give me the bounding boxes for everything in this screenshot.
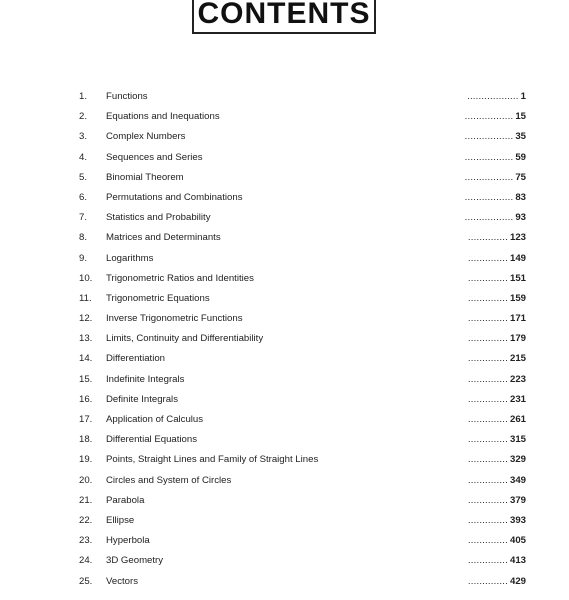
toc-entry bbox=[0, 170, 569, 190]
toc-entry-title: 3D Geometry bbox=[106, 555, 164, 567]
toc-entry-title: Binomial Theorem bbox=[106, 171, 184, 183]
toc-entry-number: 14. bbox=[79, 353, 93, 365]
toc-leader-dots: ................. bbox=[464, 171, 514, 183]
toc-entry-page-number: 83 bbox=[515, 191, 526, 203]
toc-leader-dots: ................. bbox=[464, 191, 514, 203]
toc-entry bbox=[0, 351, 569, 371]
toc-entry-number: 21. bbox=[79, 494, 93, 506]
toc-entry-page-number: 215 bbox=[509, 353, 526, 365]
toc-entry-number: 22. bbox=[79, 514, 93, 526]
toc-entry-page-number: 179 bbox=[509, 333, 526, 345]
toc-entry-number: 6. bbox=[79, 191, 88, 203]
toc-entry-title: Limits, Continuity and Differentiability bbox=[106, 333, 264, 345]
toc-entry-title: Circles and System of Circles bbox=[106, 474, 232, 486]
toc-entry-page-ref bbox=[465, 170, 526, 186]
toc-entry-page-number: 59 bbox=[515, 151, 526, 163]
toc-entry-page-ref bbox=[468, 311, 526, 327]
toc-entry bbox=[0, 311, 569, 331]
toc-entry bbox=[0, 493, 569, 513]
toc-entry-title: Differential Equations bbox=[106, 434, 198, 446]
toc-entry bbox=[0, 473, 569, 493]
toc-entry-number: 7. bbox=[79, 212, 88, 224]
toc-entry-title: Logarithms bbox=[106, 252, 154, 264]
toc-leader-dots: ................. bbox=[464, 131, 514, 143]
toc-entry-title: Differentiation bbox=[106, 353, 166, 365]
toc-entry-number: 15. bbox=[79, 373, 93, 385]
toc-entry-number: 13. bbox=[79, 333, 93, 345]
toc-entry-title: Statistics and Probability bbox=[106, 212, 211, 224]
toc-entry-page-ref bbox=[465, 210, 526, 226]
toc-entry-page-ref bbox=[465, 190, 526, 206]
toc-leader-dots: .............. bbox=[467, 353, 508, 365]
toc-entry bbox=[0, 109, 569, 129]
toc-entry-page-number: 159 bbox=[509, 292, 526, 304]
toc-entry-page-number: 35 bbox=[515, 131, 526, 143]
toc-entry bbox=[0, 291, 569, 311]
toc-leader-dots: .............. bbox=[467, 313, 508, 325]
toc-entry-page-number: 223 bbox=[509, 373, 526, 385]
toc-entry-page-number: 413 bbox=[509, 555, 526, 567]
toc-entry bbox=[0, 251, 569, 271]
toc-entry-page-ref bbox=[468, 452, 526, 468]
toc-entry-number: 23. bbox=[79, 535, 93, 547]
toc-entry-page-ref bbox=[468, 331, 526, 347]
toc-entry-page-ref bbox=[468, 392, 526, 408]
toc-entry-page-number: 171 bbox=[509, 313, 526, 325]
toc-leader-dots: ................. bbox=[464, 151, 514, 163]
toc-leader-dots: .............. bbox=[467, 393, 508, 405]
toc-entry-page-ref bbox=[468, 412, 526, 428]
toc-entry-number: 10. bbox=[79, 272, 93, 284]
toc-entry-page-number: 393 bbox=[509, 514, 526, 526]
toc-entry-page-number: 231 bbox=[509, 393, 526, 405]
toc-entry-page-ref bbox=[468, 432, 526, 448]
toc-entry-page-number: 261 bbox=[509, 414, 526, 425]
toc-entry-page-ref bbox=[465, 150, 526, 166]
toc-entry-page-ref bbox=[468, 553, 526, 569]
toc-entry-number: 16. bbox=[79, 393, 93, 405]
toc-entry-page-number: 429 bbox=[509, 575, 526, 587]
toc-leader-dots: .............. bbox=[467, 474, 508, 486]
toc-entry-page-ref bbox=[467, 89, 526, 105]
toc-entry-number: 4. bbox=[79, 151, 88, 163]
toc-entry bbox=[0, 533, 569, 553]
toc-entry-title: Application of Calculus bbox=[106, 414, 204, 425]
toc-leader-dots: .............. bbox=[467, 414, 508, 425]
toc-entry-number: 8. bbox=[79, 232, 88, 244]
toc-entry-title: Points, Straight Lines and Family of Straight Lines bbox=[106, 454, 319, 466]
toc-leader-dots: .................. bbox=[467, 91, 519, 102]
toc-leader-dots: .............. bbox=[467, 514, 508, 526]
toc-entry-page-number: 123 bbox=[509, 232, 526, 244]
toc-entry bbox=[0, 271, 569, 291]
toc-entry-page-ref bbox=[468, 473, 526, 489]
toc-entry-title: Sequences and Series bbox=[106, 151, 203, 163]
toc-entry bbox=[0, 513, 569, 533]
toc-entry-page-ref bbox=[468, 271, 526, 287]
toc-leader-dots: .............. bbox=[467, 454, 508, 466]
toc-leader-dots: .............. bbox=[467, 333, 508, 345]
toc-entry-page-ref bbox=[468, 230, 526, 246]
toc-leader-dots: ................. bbox=[464, 212, 514, 224]
toc-leader-dots: .............. bbox=[467, 555, 508, 567]
toc-entry-title: Definite Integrals bbox=[106, 393, 178, 405]
toc-entry-number: 9. bbox=[79, 252, 88, 264]
toc-leader-dots: ................. bbox=[464, 111, 514, 123]
toc-entry-title: Parabola bbox=[106, 494, 145, 506]
toc-leader-dots: .............. bbox=[467, 232, 508, 244]
toc-entry bbox=[0, 574, 569, 594]
toc-leader-dots: .............. bbox=[467, 272, 508, 284]
toc-entry-title: Complex Numbers bbox=[106, 131, 186, 143]
toc-leader-dots: .............. bbox=[467, 252, 508, 264]
toc-entry-page-ref bbox=[465, 109, 526, 125]
contents-title-box bbox=[192, 0, 376, 34]
page-title: CONTENTS bbox=[197, 0, 371, 30]
toc-entry-page-ref bbox=[468, 493, 526, 509]
toc-entry-number: 3. bbox=[79, 131, 88, 143]
toc-entry-page-number: 93 bbox=[515, 212, 526, 224]
toc-entry-page-number: 315 bbox=[509, 434, 526, 446]
toc-entry-title: Trigonometric Ratios and Identities bbox=[106, 272, 254, 284]
toc-entry-title: Indefinite Integrals bbox=[106, 373, 185, 385]
toc-entry-title: Matrices and Determinants bbox=[106, 232, 221, 244]
toc-entry-title: Ellipse bbox=[106, 514, 135, 526]
toc-entry-number: 1. bbox=[79, 91, 88, 102]
toc-entry bbox=[0, 392, 569, 412]
toc-leader-dots: .............. bbox=[467, 494, 508, 506]
toc-entry bbox=[0, 129, 569, 149]
toc-entry-page-ref bbox=[468, 251, 526, 267]
toc-entry-title: Vectors bbox=[106, 575, 138, 587]
toc-entry bbox=[0, 432, 569, 452]
toc-entry bbox=[0, 372, 569, 392]
toc-entry-page-ref bbox=[468, 372, 526, 388]
toc-entry-title: Equations and Inequations bbox=[106, 111, 220, 123]
toc-entry-number: 24. bbox=[79, 555, 93, 567]
toc-entry bbox=[0, 452, 569, 472]
toc-entry bbox=[0, 89, 569, 109]
toc-entry-page-number: 379 bbox=[509, 494, 526, 506]
toc-entry-page-number: 151 bbox=[509, 272, 526, 284]
toc-entry-number: 5. bbox=[79, 171, 88, 183]
toc-entry-number: 17. bbox=[79, 414, 93, 425]
toc-entry bbox=[0, 150, 569, 170]
toc-entry-number: 11. bbox=[79, 292, 92, 304]
toc-entry-number: 19. bbox=[79, 454, 93, 466]
toc-entry-title: Permutations and Combinations bbox=[106, 191, 243, 203]
toc-entry-title: Hyperbola bbox=[106, 535, 150, 547]
toc-entry bbox=[0, 412, 569, 432]
toc-entry-page-number: 75 bbox=[515, 171, 526, 183]
toc-leader-dots: .............. bbox=[467, 373, 508, 385]
toc-leader-dots: .............. bbox=[467, 292, 508, 304]
toc-entry bbox=[0, 331, 569, 351]
toc-entry-page-number: 405 bbox=[509, 535, 526, 547]
toc-leader-dots: .............. bbox=[467, 575, 508, 587]
toc-entry-number: 18. bbox=[79, 434, 93, 446]
toc-entry-page-number: 149 bbox=[509, 252, 526, 264]
toc-leader-dots: .............. bbox=[467, 434, 508, 446]
toc-entry-page-ref bbox=[468, 351, 526, 367]
toc-entry-number: 25. bbox=[79, 575, 93, 587]
toc-leader-dots: .............. bbox=[467, 535, 508, 547]
toc-entry bbox=[0, 230, 569, 250]
toc-entry bbox=[0, 190, 569, 210]
toc-entry bbox=[0, 210, 569, 230]
toc-entry-page-ref bbox=[468, 533, 526, 549]
toc-entry-page-number: 349 bbox=[509, 474, 526, 486]
toc-entry-page-ref bbox=[468, 291, 526, 307]
toc-entry-page-number: 329 bbox=[509, 454, 526, 466]
toc-entry-page-number: 15 bbox=[515, 111, 526, 123]
toc-entry-page-ref bbox=[465, 129, 526, 145]
toc-entry-page-ref bbox=[468, 513, 526, 529]
toc-entry-number: 12. bbox=[79, 313, 93, 325]
toc-entry-page-number: 1 bbox=[520, 91, 526, 102]
toc-entry bbox=[0, 553, 569, 573]
toc-entry-title: Trigonometric Equations bbox=[106, 292, 210, 304]
toc-entry-title: Inverse Trigonometric Functions bbox=[106, 313, 243, 325]
toc-entry-title: Functions bbox=[106, 91, 148, 102]
toc-entry-page-ref bbox=[468, 574, 526, 590]
toc-entry-number: 2. bbox=[79, 111, 88, 123]
toc-entry-number: 20. bbox=[79, 474, 93, 486]
table-of-contents bbox=[0, 89, 569, 594]
